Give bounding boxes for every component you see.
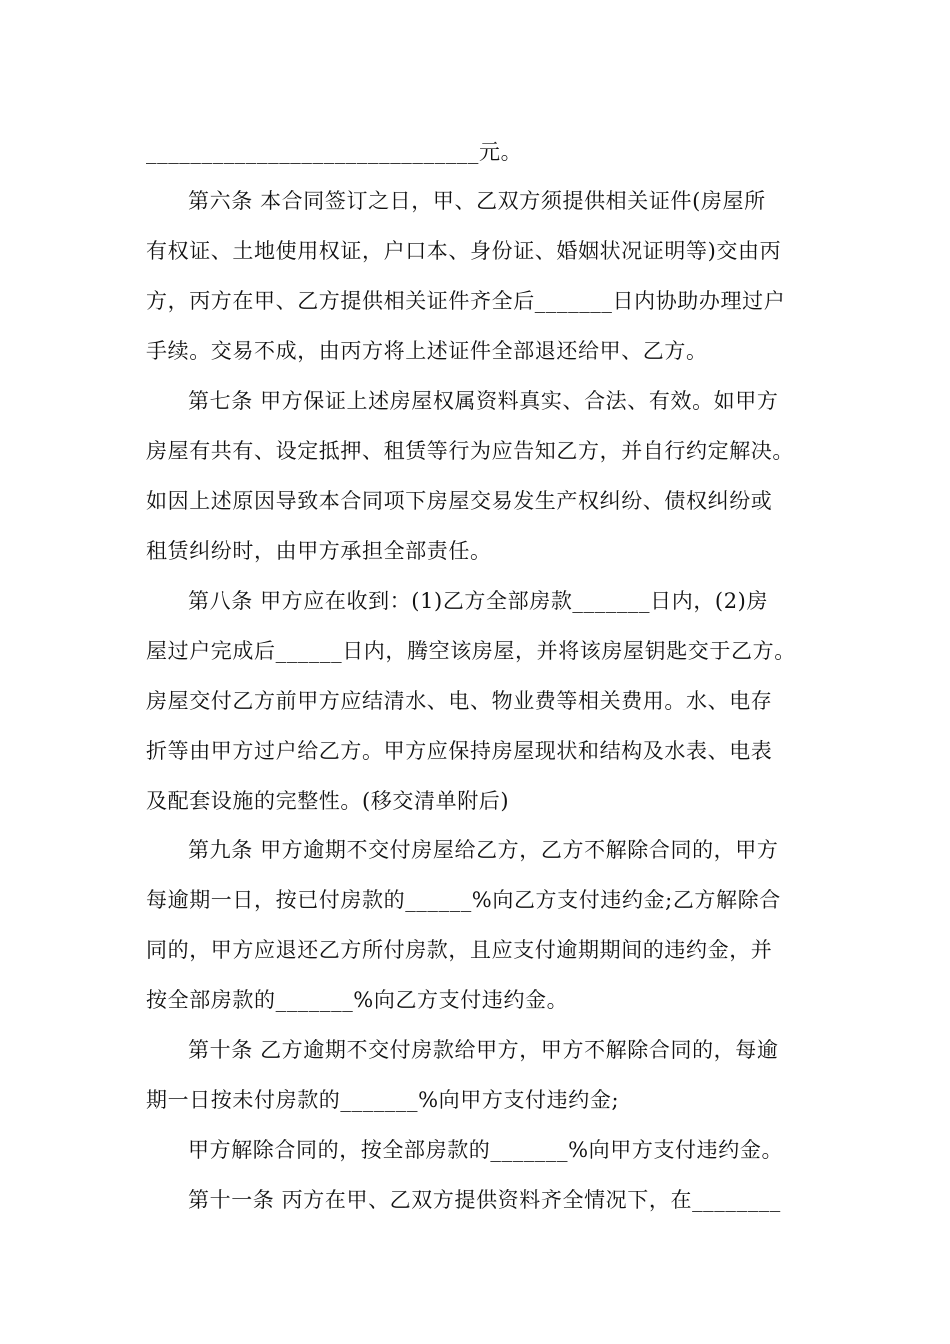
text-line: 房屋交付乙方前甲方应结清水、电、物业费等相关费用。水、电存 [146, 689, 773, 713]
text-line: 每逾期一日，按已付房款的______%向乙方支付违约金;乙方解除合 [146, 888, 781, 912]
text-line: ______________________________元。 [146, 140, 523, 164]
text-line: 第八条 甲方应在收到：(1)乙方全部房款_______日内，(2)房 [188, 589, 769, 613]
text-line: 第六条 本合同签订之日，甲、乙双方须提供相关证件(房屋所 [188, 189, 766, 213]
text-line: 第十一条 丙方在甲、乙双方提供资料齐全情况下，在________ [188, 1188, 781, 1212]
text-line: 第九条 甲方逾期不交付房屋给乙方，乙方不解除合同的，甲方 [188, 838, 779, 862]
text-line: 第七条 甲方保证上述房屋权属资料真实、合法、有效。如甲方 [188, 389, 779, 413]
text-line: 按全部房款的_______%向乙方支付违约金。 [146, 988, 569, 1012]
text-line: 手续。交易不成，由丙方将上述证件全部退还给甲、乙方。 [146, 339, 708, 363]
text-line: 第十条 乙方逾期不交付房款给甲方，甲方不解除合同的，每逾 [188, 1038, 779, 1062]
text-line: 甲方解除合同的，按全部房款的_______%向甲方支付违约金。 [188, 1138, 784, 1162]
text-line: 期一日按未付房款的_______%向甲方支付违约金; [146, 1088, 620, 1112]
text-line: 房屋有共有、设定抵押、租赁等行为应告知乙方，并自行约定解决。 [146, 439, 794, 463]
text-line: 及配套设施的完整性。(移交清单附后) [146, 789, 510, 813]
text-line: 折等由甲方过户给乙方。甲方应保持房屋现状和结构及水表、电表 [146, 739, 773, 763]
text-line: 屋过户完成后______日内，腾空该房屋，并将该房屋钥匙交于乙方。 [146, 639, 796, 663]
text-line: 如因上述原因导致本合同项下房屋交易发生产权纠纷、债权纠纷或 [146, 489, 773, 513]
text-line: 租赁纠纷时，由甲方承担全部责任。 [146, 539, 492, 563]
text-line: 同的，甲方应退还乙方所付房款，且应支付逾期期间的违约金，并 [146, 938, 773, 962]
text-line: 方，丙方在甲、乙方提供相关证件齐全后_______日内协助办理过户 [146, 289, 786, 313]
text-line: 有权证、土地使用权证，户口本、身份证、婚姻状况证明等)交由丙 [146, 239, 782, 263]
